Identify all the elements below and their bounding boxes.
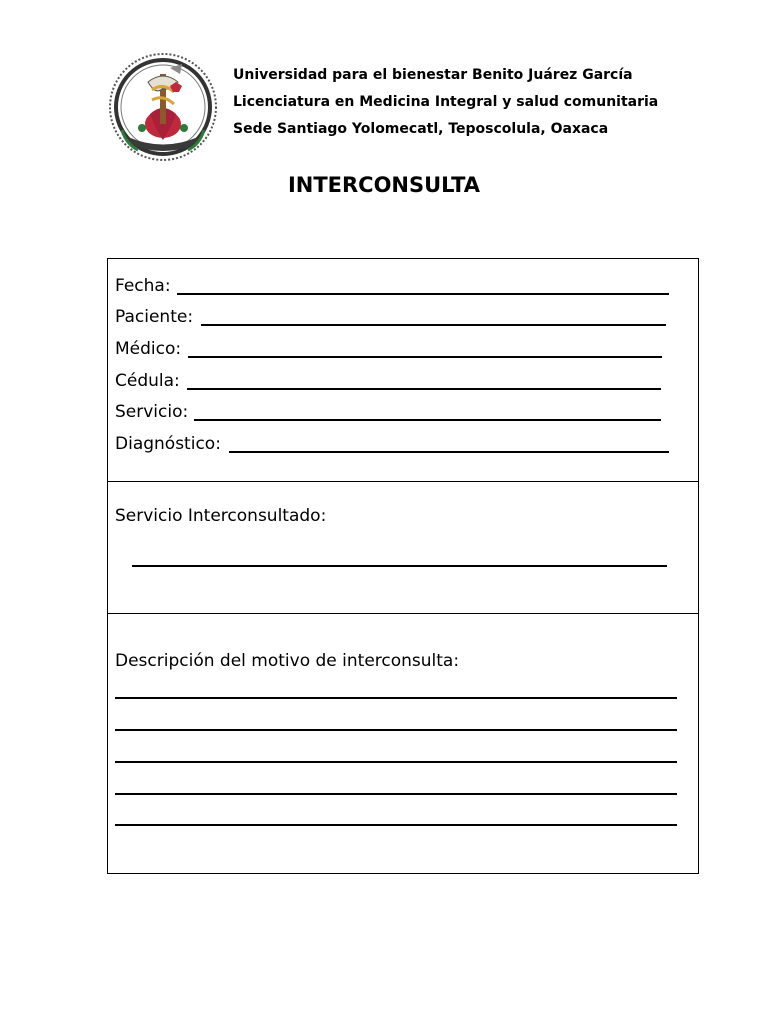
fecha-label: Fecha: bbox=[115, 276, 171, 296]
campus-name: Sede Santiago Yolomecatl, Teposcolula, Oaxaca bbox=[233, 121, 609, 137]
university-name: Universidad para el bienestar Benito Juárez García bbox=[233, 67, 633, 83]
descripcion-line-1[interactable] bbox=[115, 697, 677, 699]
descripcion-label: Descripción del motivo de interconsulta: bbox=[115, 651, 460, 671]
paciente-label: Paciente: bbox=[115, 307, 194, 327]
servicio-interconsultado-field[interactable] bbox=[132, 565, 667, 567]
servicio-interconsultado-label: Servicio Interconsultado: bbox=[115, 506, 327, 526]
description-section bbox=[108, 614, 698, 873]
fecha-field[interactable] bbox=[177, 293, 669, 295]
descripcion-line-5[interactable] bbox=[115, 824, 677, 826]
servicio-label: Servicio: bbox=[115, 402, 189, 422]
medico-label: Médico: bbox=[115, 339, 182, 359]
medico-field[interactable] bbox=[188, 356, 662, 358]
patient-info-section bbox=[108, 259, 698, 482]
program-name: Licenciatura en Medicina Integral y salud comunitaria bbox=[233, 94, 659, 110]
interconsulta-form bbox=[107, 258, 699, 874]
cedula-field[interactable] bbox=[187, 388, 661, 390]
descripcion-line-3[interactable] bbox=[115, 761, 677, 763]
servicio-field[interactable] bbox=[194, 419, 661, 421]
descripcion-line-4[interactable] bbox=[115, 793, 677, 795]
diagnostico-label: Diagnóstico: bbox=[115, 434, 221, 454]
service-section bbox=[108, 482, 698, 614]
paciente-field[interactable] bbox=[201, 324, 666, 326]
form-title: INTERCONSULTA bbox=[287, 173, 481, 197]
diagnostico-field[interactable] bbox=[229, 451, 669, 453]
cedula-label: Cédula: bbox=[115, 371, 180, 391]
university-seal-logo bbox=[108, 52, 218, 162]
descripcion-line-2[interactable] bbox=[115, 729, 677, 731]
institution-header bbox=[233, 62, 658, 143]
